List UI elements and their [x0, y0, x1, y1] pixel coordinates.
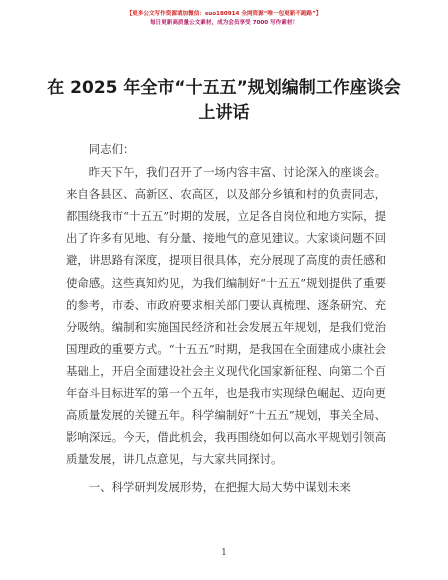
promo-banner-line-1: 【更多公文写作资源请加微信：suo180914 全网资源“唯一包更新不跑路”】: [126, 11, 322, 17]
body-paragraph: 昨天下午，我们召开了一场内容丰富、讨论深入的座谈会。来自各县区、高新区、农高区，以及部分乡镇和村的负责同志，都围绕我市“十五五”时期的发展，立足各自岗位和地方实际，提出了许多有见地、有分量、接地气的意见建议。大家谈问题不回避，讲思路有深度，提项目很具体，充分展现了高度的责任感和使命感。这些真知灼见，为我们编制好“十五五”规划提供了重要的参考，市委、市政府要求相关部门要认真梳理、逐条研究、充分吸纳。编制和实施国民经济和社会发展五年规划，是我们党治国理政的重要方式。“十五五”时期，是我国在全面建成小康社会基础上，开启全面建设社会主义现代化国家新征程、向第二个百年奋斗目标进军的第一个五年，也是我市实现绿色崛起、迈向更高质量发展的关键五年。科学编制好“十五五”规划，事关全局、影响深远。今天，借此机会，我再围绕如何以高水平规划引领高质量发展，讲几点意见，与大家共同探讨。: [66, 165, 386, 467]
page-number: 1: [221, 548, 227, 558]
document-title: 在 2025 年全市“十五五”规划编制工作座谈会上讲话: [47, 78, 401, 123]
salutation: 同志们：: [88, 142, 135, 156]
promo-banner: [0, 10, 448, 28]
document-body: [66, 138, 386, 499]
promo-banner-line-2: 每日更新高质量公文素材，成为会员享受 7000 写作素材！: [149, 20, 299, 26]
section-heading: 一、科学研判发展形势，在把握大局大势中谋划未来: [88, 480, 351, 495]
